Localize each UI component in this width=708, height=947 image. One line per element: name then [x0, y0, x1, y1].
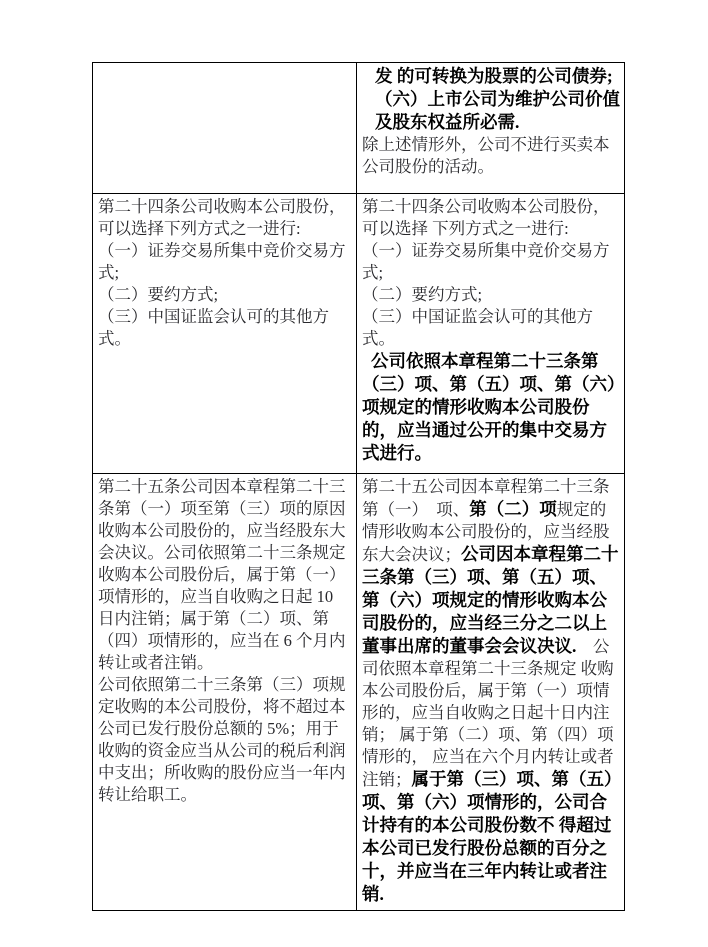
- text-run: （一）证券交易所集中竞价交易方式;: [362, 241, 610, 282]
- paragraph: [362, 240, 620, 284]
- table-cell: [357, 63, 624, 194]
- paragraph: [362, 134, 620, 178]
- text-run: 公司依照本章程第二十三条规定 收购本公司股份后，属于第（一）项情 形的，应当自收购之日起十日内注销； 属于第（二）项、第（四）项情形的， 应当在六个月内转让或者注销；: [362, 637, 614, 789]
- paragraph: [98, 284, 352, 306]
- bold-text-run: 第（二）项: [469, 499, 557, 519]
- table-cell: [357, 194, 624, 474]
- comparison-table: [92, 62, 625, 911]
- paragraph: [362, 284, 620, 306]
- paragraph: [98, 674, 352, 806]
- table-cell: [93, 63, 357, 194]
- paragraph: [98, 240, 352, 284]
- paragraph: [362, 306, 620, 350]
- text-run: 第二十四条公司收购本公司股份，可以选择 下列方式之一进行:: [362, 197, 610, 238]
- table-cell: [357, 474, 624, 910]
- text-run: 除上述情形外，公司不进行买卖本公司股份的活动。: [362, 135, 610, 176]
- table-cell: [93, 194, 357, 474]
- bold-text-run: 公司因本章程第二十三条第（三）项、第（五）项、第（六）项规定的情形收购本公司股份的，应当经三分之二以上董事出席的董事会会议决议.: [362, 544, 619, 656]
- text-run: 第二十五条公司因本章程第二十三条第（一）项至第（三）项的原因收购本公司股份的，应当经股东大会决议。公司依照第二十三条规定收购本公司股份后，属于第（一）项情形的，应当自收购之日起 10 日内注销；属于第（二）项、第（四）项情形的，应当在 6 个月内转让或者注销。: [98, 477, 346, 672]
- text-run: 第二十五公司因本章程第二十三条第（一） 项、: [362, 477, 610, 519]
- bold-text-run: 公司依照本章程第二十三条第（三）项、第（五）项、第（六）项规定的情形收购本公司股份的，应当通过公开的集中交易方式进行。: [362, 351, 616, 463]
- paragraph: [362, 476, 620, 906]
- table-cell: [93, 474, 357, 910]
- paragraph: [375, 65, 620, 88]
- paragraph: [98, 476, 352, 674]
- paragraph: [362, 196, 620, 240]
- bold-text-run: （六）上市公司为维护公司价值及股东权益所必需.: [375, 89, 620, 132]
- text-run: （一）证券交易所集中竞价交易方式;: [98, 241, 346, 282]
- paragraph: [98, 306, 352, 350]
- text-run: （三）中国证监会认可的其他方式。: [362, 307, 593, 348]
- text-run: 规定的情形收购本公司股份的，应当经股东大会决议；: [362, 500, 610, 564]
- paragraph: [375, 88, 620, 134]
- paragraph: [362, 350, 620, 465]
- bold-text-run: 发 的可转换为股票的公司债券;: [375, 66, 613, 86]
- text-run: （二）要约方式;: [98, 285, 219, 304]
- text-run: 公司依照第二十三条第（三）项规定收购的本公司股份，将不超过本公司已发行股份总额的 5%；用于收购的资金应当从公司的税后利润中支出；所收购的股份应当一年内转让给职工。: [98, 675, 346, 804]
- text-run: （三）中国证监会认可的其他方式。: [98, 307, 329, 348]
- bold-text-run: 属于第（三）项、第（五）项、第（六）项情形的，公司合计持有的本公司股份数不 得超过本公司已发行股份总额的百分之十，并应当在三年内转让或者注销.: [362, 769, 613, 904]
- text-run: （二）要约方式;: [362, 285, 483, 304]
- text-run: 第二十四条公司收购本公司股份，可以选择下列方式之一进行:: [98, 197, 346, 238]
- paragraph: [98, 196, 352, 240]
